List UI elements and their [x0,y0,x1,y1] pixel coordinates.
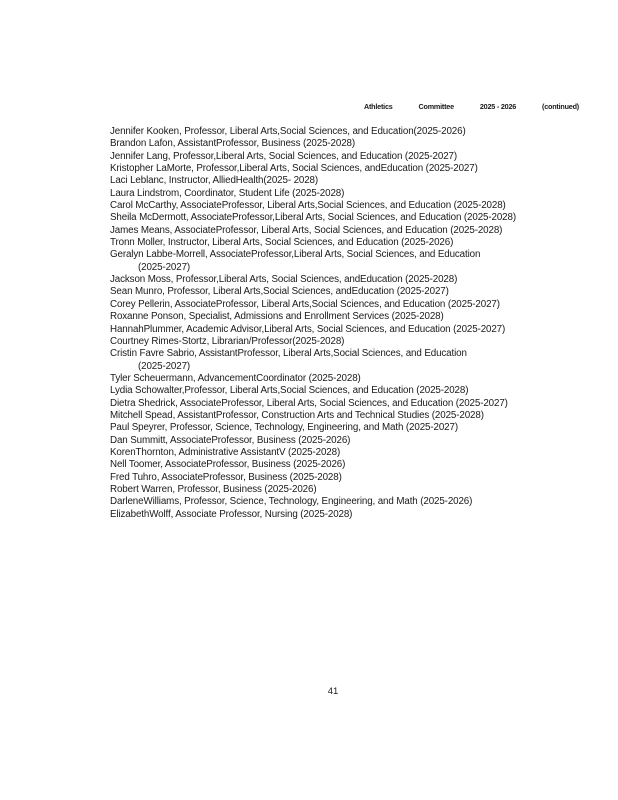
member-line: Jennifer Kooken, Professor, Liberal Arts,Social Sciences, and Education(2025-2026) [110,126,466,137]
member-line: Tyler Scheuermann, AdvancementCoordinator (2025-2028) [110,372,361,384]
member-line: Kristopher LaMorte, Professor,Liberal Arts, Social Sciences, andEducation (2025-2027) [110,163,478,175]
member-line: Corey Pellerin, AssociateProfessor, Liberal Arts,Social Sciences, and Education (2025-2027) [110,298,500,310]
member-line: (2025-2027) [138,360,191,372]
member-line: ElizabethWolff, Associate Professor, Nursing (2025-2028) [110,508,353,520]
member-line: Nell Toomer, AssociateProfessor, Business (2025-2026) [110,459,346,471]
member-line: Paul Speyrer, Professor, Science, Technology, Engineering, and Math (2025-2027) [110,422,458,434]
header-committee-word: Committee [418,102,454,111]
member-list [110,126,600,521]
header-committee-name: Athletics [364,102,393,111]
member-line: Sean Munro, Professor, Liberal Arts,Social Sciences, andEducation (2025-2027) [110,286,449,298]
member-line: Lydia Schowalter,Professor, Liberal Arts,Social Sciences, and Education (2025-2028) [110,385,469,397]
member-line: Brandon Lafon, AssistantProfessor, Business (2025-2028) [110,138,356,150]
member-line: Laci Leblanc, Instructor, AlliedHealth(2025- 2028) [110,175,319,187]
member-line: Tronn Moller, Instructor, Liberal Arts, Social Sciences, and Education (2025-2026) [110,237,454,249]
member-line: (2025-2027) [138,261,191,273]
member-line: DarleneWilliams, Professor, Science, Technology, Engineering, and Math (2025-2026) [110,496,473,508]
member-line: HannahPlummer, Academic Advisor,Liberal Arts, Social Sciences, and Education (2025-2027) [110,323,506,335]
member-line: KorenThornton, Administrative AssistantV (2025-2028) [110,446,341,458]
member-line: Fred Tuhro, AssociateProfessor, Business (2025-2028) [110,471,342,483]
page-header [364,102,579,111]
member-line: Cristin Favre Sabrio, AssistantProfessor, Liberal Arts,Social Sciences, and Education [110,348,467,360]
member-line: Dan Summitt, AssociateProfessor, Business (2025-2026) [110,434,351,446]
header-term-years: 2025 - 2026 [479,102,517,111]
header-continued-label: (continued) [542,102,579,111]
member-line: Mitchell Spead, AssistantProfessor, Construction Arts and Technical Studies (2025-2028) [110,409,484,421]
member-line: Dietra Shedrick, AssociateProfessor, Liberal Arts, Social Sciences, and Education (2025-2027) [110,397,508,409]
member-line: Robert Warren, Professor, Business (2025-2026) [110,483,317,495]
member-line: Roxanne Ponson, Specialist, Admissions and Enrollment Services (2025-2028) [110,311,444,323]
member-line: Jennifer Lang, Professor,Liberal Arts, Social Sciences, and Education (2025-2027) [110,150,457,162]
member-line: Laura Lindstrom, Coordinator, Student Life (2025-2028) [110,187,345,199]
page-number: 41 [327,686,339,697]
member-line: Jackson Moss, Professor,Liberal Arts, Social Sciences, andEducation (2025-2028) [110,274,458,286]
member-line: James Means, AssociateProfessor, Liberal Arts, Social Sciences, and Education (2025-2028) [110,224,503,236]
member-line: Sheila McDermott, AssociateProfessor,Liberal Arts, Social Sciences, and Education (2025-2028) [110,212,516,224]
member-line: Geralyn Labbe-Morrell, AssociateProfessor,Liberal Arts, Social Sciences, and Education [110,249,481,261]
member-line: Courtney Rimes-Stortz, Librarian/Professor(2025-2028) [110,335,345,347]
member-line: Carol McCarthy, AssociateProfessor, Liberal Arts,Social Sciences, and Education (2025-2028) [110,200,506,212]
